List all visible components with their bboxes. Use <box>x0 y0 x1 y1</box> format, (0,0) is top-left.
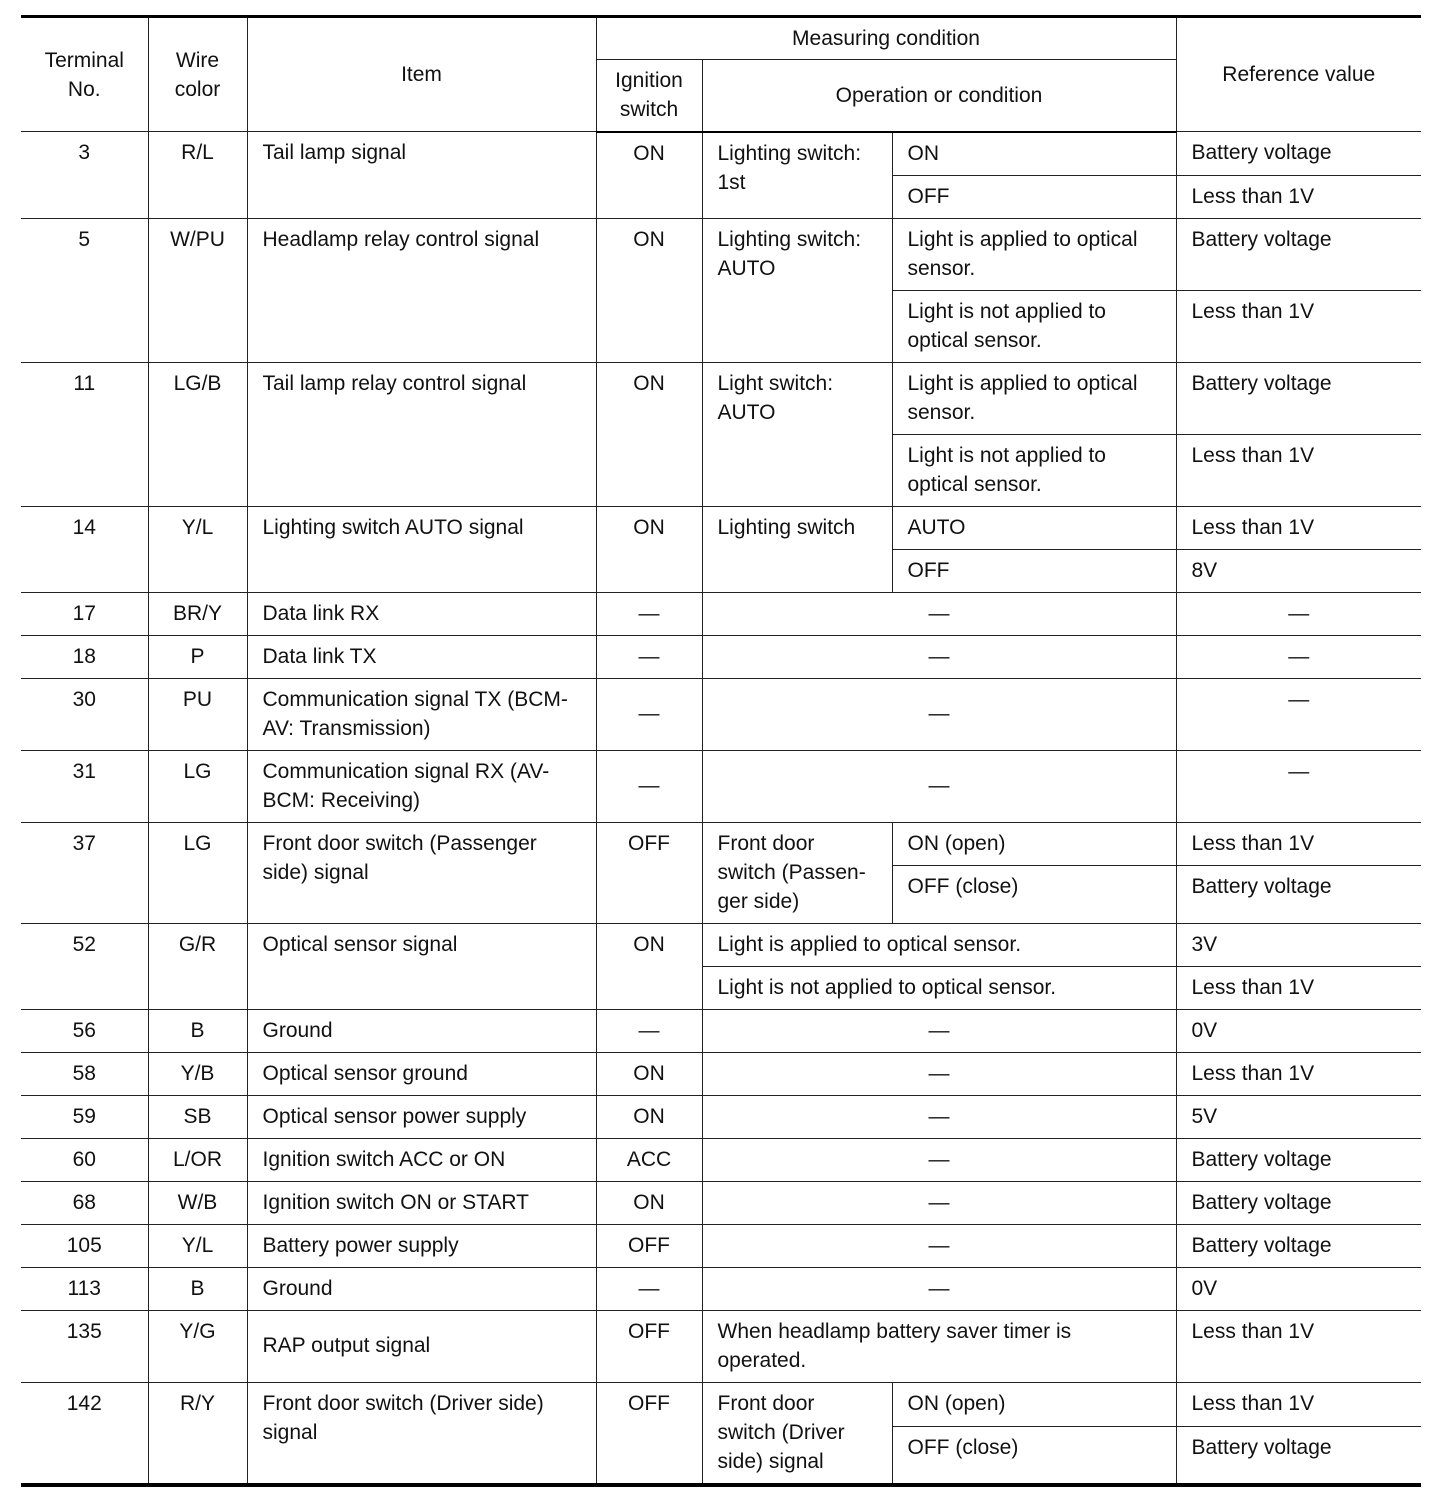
wire-color: G/R <box>148 923 247 1009</box>
item: Lighting switch AUTO signal <box>247 506 596 592</box>
reference-value: Less than 1V <box>1176 506 1421 549</box>
condition: — <box>702 1224 1176 1267</box>
terminal-no: 11 <box>21 362 148 506</box>
condition: — <box>702 635 1176 678</box>
terminal-no: 14 <box>21 506 148 592</box>
terminal-no: 56 <box>21 1009 148 1052</box>
reference-value: — <box>1176 592 1421 635</box>
reference-value: — <box>1176 635 1421 678</box>
table-row <box>21 923 1421 966</box>
reference-value: Battery voltage <box>1176 1138 1421 1181</box>
header-item: Item <box>247 17 596 132</box>
ignition-switch: ON <box>596 1095 702 1138</box>
header-measuring-condition: Measuring condition <box>596 17 1176 60</box>
item: Front door switch (Passenger side) signal <box>247 822 596 923</box>
header-terminal-no: Terminal No. <box>21 17 148 132</box>
condition: Light switch: AUTO <box>702 362 892 506</box>
condition: — <box>702 678 1176 750</box>
reference-value: Less than 1V <box>1176 1310 1421 1382</box>
item: Data link RX <box>247 592 596 635</box>
terminal-reference-table <box>21 15 1421 1487</box>
condition: Lighting switch: 1st <box>702 132 892 219</box>
sub-condition: Light is applied to optical sensor. <box>892 218 1176 290</box>
sub-condition: OFF <box>892 175 1176 218</box>
sub-condition: OFF <box>892 549 1176 592</box>
header-ignition-switch: Ignition switch <box>596 60 702 132</box>
ignition-switch: ON <box>596 1052 702 1095</box>
wire-color: L/OR <box>148 1138 247 1181</box>
terminal-no: 135 <box>21 1310 148 1382</box>
item: Ignition switch ON or START <box>247 1181 596 1224</box>
reference-value: Battery voltage <box>1176 1181 1421 1224</box>
table-row <box>21 750 1421 822</box>
table-row <box>21 1009 1421 1052</box>
ignition-switch: — <box>596 1267 702 1310</box>
ignition-switch: OFF <box>596 1310 702 1382</box>
reference-value: Battery voltage <box>1176 1224 1421 1267</box>
condition: When headlamp battery saver timer is operated. <box>702 1310 1176 1382</box>
wire-color: B <box>148 1267 247 1310</box>
sub-condition: ON (open) <box>892 822 1176 865</box>
table-row <box>21 506 1421 549</box>
reference-value: Less than 1V <box>1176 966 1421 1009</box>
reference-value: 5V <box>1176 1095 1421 1138</box>
terminal-no: 58 <box>21 1052 148 1095</box>
sub-condition: Light is not applied to optical sensor. <box>892 290 1176 362</box>
item: Data link TX <box>247 635 596 678</box>
terminal-no: 68 <box>21 1181 148 1224</box>
item: Battery power supply <box>247 1224 596 1267</box>
reference-value: 3V <box>1176 923 1421 966</box>
item: Front door switch (Driver side) signal <box>247 1382 596 1485</box>
ignition-switch: — <box>596 592 702 635</box>
item: Optical sensor ground <box>247 1052 596 1095</box>
wire-color: P <box>148 635 247 678</box>
ignition-switch: — <box>596 1009 702 1052</box>
table-row <box>21 1267 1421 1310</box>
terminal-no: 105 <box>21 1224 148 1267</box>
condition: — <box>702 1267 1176 1310</box>
ignition-switch: ON <box>596 362 702 506</box>
item: Communication signal RX (AV-BCM: Receiving) <box>247 750 596 822</box>
reference-value: Battery voltage <box>1176 1426 1421 1484</box>
header-operation-condition: Operation or condition <box>702 60 1176 132</box>
wire-color: SB <box>148 1095 247 1138</box>
ignition-switch: ACC <box>596 1138 702 1181</box>
reference-value: — <box>1176 750 1421 822</box>
sub-condition: ON (open) <box>892 1382 1176 1426</box>
sub-condition: OFF (close) <box>892 865 1176 923</box>
condition: — <box>702 750 1176 822</box>
table-row <box>21 1052 1421 1095</box>
wire-color: R/Y <box>148 1382 247 1485</box>
header-wire-color: Wire color <box>148 17 247 132</box>
terminal-no: 59 <box>21 1095 148 1138</box>
terminal-no: 30 <box>21 678 148 750</box>
terminal-no: 142 <box>21 1382 148 1485</box>
sub-condition: AUTO <box>892 506 1176 549</box>
reference-value: 8V <box>1176 549 1421 592</box>
reference-value: 0V <box>1176 1267 1421 1310</box>
item: Communication signal TX (BCM-AV: Transmission) <box>247 678 596 750</box>
reference-value: Less than 1V <box>1176 1382 1421 1426</box>
terminal-no: 113 <box>21 1267 148 1310</box>
terminal-no: 52 <box>21 923 148 1009</box>
terminal-no: 37 <box>21 822 148 923</box>
terminal-no: 5 <box>21 218 148 362</box>
reference-value: Less than 1V <box>1176 175 1421 218</box>
item: Optical sensor signal <box>247 923 596 1009</box>
reference-value: Battery voltage <box>1176 362 1421 434</box>
wire-color: BR/Y <box>148 592 247 635</box>
table-row <box>21 592 1421 635</box>
condition: — <box>702 1052 1176 1095</box>
item: Tail lamp relay control signal <box>247 362 596 506</box>
condition: — <box>702 1138 1176 1181</box>
reference-value: 0V <box>1176 1009 1421 1052</box>
condition: — <box>702 1009 1176 1052</box>
ignition-switch: OFF <box>596 822 702 923</box>
wire-color: PU <box>148 678 247 750</box>
table-row <box>21 1095 1421 1138</box>
reference-value: Battery voltage <box>1176 218 1421 290</box>
condition: Lighting switch <box>702 506 892 592</box>
table-row <box>21 678 1421 750</box>
reference-value: — <box>1176 678 1421 750</box>
condition: Light is applied to optical sensor. <box>702 923 1176 966</box>
ignition-switch: ON <box>596 506 702 592</box>
table-row <box>21 1181 1421 1224</box>
ignition-switch: — <box>596 635 702 678</box>
ignition-switch: ON <box>596 132 702 219</box>
reference-value: Battery voltage <box>1176 865 1421 923</box>
table-row <box>21 1138 1421 1181</box>
table-row <box>21 1382 1421 1426</box>
table-row <box>21 1224 1421 1267</box>
item: Ground <box>247 1267 596 1310</box>
wire-color: Y/L <box>148 1224 247 1267</box>
ignition-switch: — <box>596 678 702 750</box>
table-row <box>21 218 1421 290</box>
condition: Front door switch (Driver side) signal <box>702 1382 892 1485</box>
reference-value: Less than 1V <box>1176 434 1421 506</box>
table-row <box>21 1310 1421 1382</box>
ignition-switch: OFF <box>596 1382 702 1485</box>
condition: Light is not applied to optical sensor. <box>702 966 1176 1009</box>
wire-color: R/L <box>148 132 247 219</box>
item: Tail lamp signal <box>247 132 596 219</box>
terminal-no: 31 <box>21 750 148 822</box>
table-row <box>21 132 1421 176</box>
table-row <box>21 362 1421 434</box>
wire-color: Y/L <box>148 506 247 592</box>
wire-color: LG <box>148 822 247 923</box>
item: RAP output signal <box>247 1310 596 1382</box>
terminal-no: 60 <box>21 1138 148 1181</box>
item: Ignition switch ACC or ON <box>247 1138 596 1181</box>
condition: — <box>702 592 1176 635</box>
sub-condition: OFF (close) <box>892 1426 1176 1484</box>
reference-value: Less than 1V <box>1176 822 1421 865</box>
wire-color: W/B <box>148 1181 247 1224</box>
terminal-no: 3 <box>21 132 148 219</box>
wire-color: LG/B <box>148 362 247 506</box>
wire-color: Y/G <box>148 1310 247 1382</box>
header-reference-value: Reference value <box>1176 17 1421 132</box>
ignition-switch: ON <box>596 1181 702 1224</box>
sub-condition: Light is applied to optical sensor. <box>892 362 1176 434</box>
wire-color: W/PU <box>148 218 247 362</box>
sub-condition: Light is not applied to optical sensor. <box>892 434 1176 506</box>
item: Headlamp relay control signal <box>247 218 596 362</box>
ignition-switch: — <box>596 750 702 822</box>
terminal-no: 17 <box>21 592 148 635</box>
wire-color: Y/B <box>148 1052 247 1095</box>
reference-value: Less than 1V <box>1176 1052 1421 1095</box>
condition: — <box>702 1181 1176 1224</box>
ignition-switch: OFF <box>596 1224 702 1267</box>
reference-value: Less than 1V <box>1176 290 1421 362</box>
item: Ground <box>247 1009 596 1052</box>
table-row <box>21 822 1421 865</box>
table-row <box>21 635 1421 678</box>
sub-condition: ON <box>892 132 1176 176</box>
condition: — <box>702 1095 1176 1138</box>
wire-color: B <box>148 1009 247 1052</box>
ignition-switch: ON <box>596 923 702 1009</box>
terminal-no: 18 <box>21 635 148 678</box>
ignition-switch: ON <box>596 218 702 362</box>
item: Optical sensor power supply <box>247 1095 596 1138</box>
reference-value: Battery voltage <box>1176 132 1421 176</box>
condition: Front door switch (Passen-ger side) <box>702 822 892 923</box>
wire-color: LG <box>148 750 247 822</box>
condition: Lighting switch: AUTO <box>702 218 892 362</box>
